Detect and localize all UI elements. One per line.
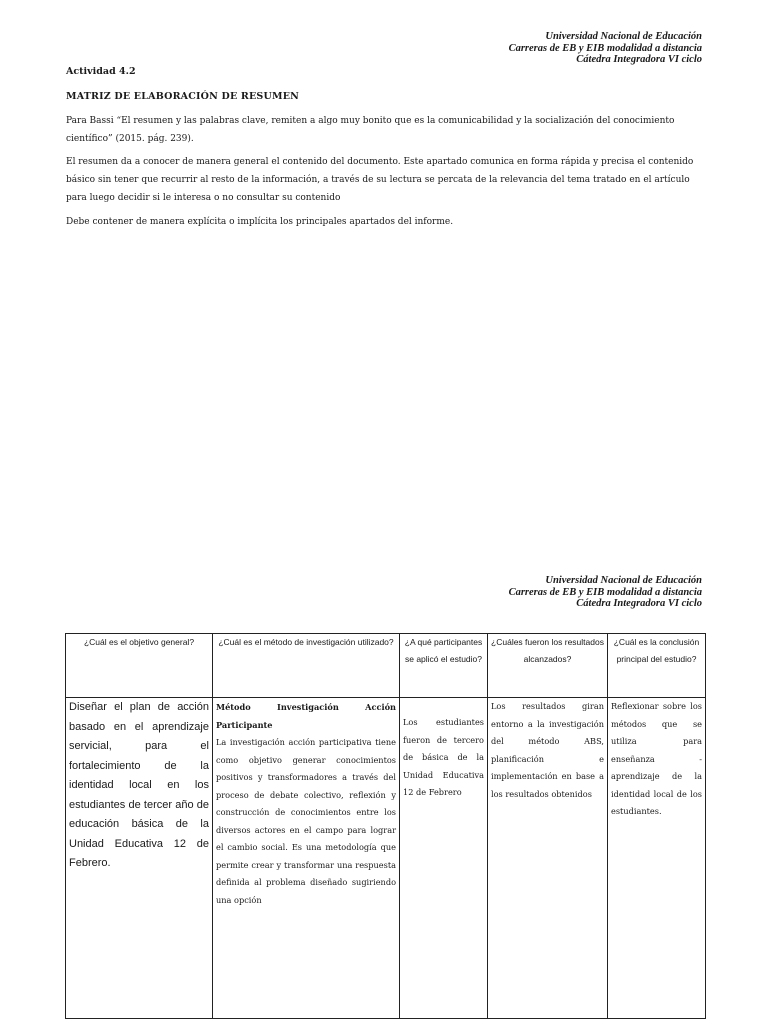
page-title: MATRIZ DE ELABORACIÓN DE RESUMEN [66, 91, 300, 102]
header-course: Cátedra Integradora VI ciclo [576, 598, 702, 609]
activity-label: Actividad 4.2 [66, 66, 136, 77]
table-row [66, 698, 706, 1019]
header-program: Carreras de EB y EIB modalidad a distancia [508, 586, 702, 598]
question-method: ¿Cuál es el método de investigación utilizado? [213, 634, 400, 698]
institution-header [509, 31, 702, 66]
answer-participants: Los estudiantes fueron de tercero de básica de la Unidad Educativa 12 de Febrero [400, 698, 488, 1019]
summary-matrix-table [65, 633, 706, 1019]
paragraph-summary-definition: El resumen da a conocer de manera general el contenido del documento. Este apartado comunica en forma rápida y precisa el contenido básico sin tener que recurrir al resto de la información, a través de su lectura se percata de la relevancia del tema tratado en el artículo para luego decidir si le interesa o no consultar su contenido [66, 157, 694, 203]
answer-results: Los resultados giran entorno a la investigación del método ABS, planificación e implementación en base a los resultados obtenidos [488, 698, 608, 1019]
institution-header-page2 [509, 575, 702, 610]
paragraph-contents: Debe contener de manera explícita o implícita los principales apartados del informe. [66, 217, 454, 227]
header-course: Cátedra Integradora VI ciclo [576, 54, 702, 65]
method-title: Método Investigación Acción Participante [216, 702, 396, 730]
header-program: Carreras de EB y EIB modalidad a distancia [508, 42, 702, 54]
answer-objective: Diseñar el plan de acción basado en el aprendizaje servicial, para el fortalecimiento de la identidad local en los estudiantes de tercer año de educación básica de la Unidad Educativa 12 de Febrero. [66, 698, 213, 1019]
answer-conclusion: Reflexionar sobre los métodos que se utiliza para enseñanza - aprendizaje de la identidad local de los estudiantes. [608, 698, 706, 1019]
question-conclusion: ¿Cuál es la conclusión principal del estudio? [608, 634, 706, 698]
header-university: Universidad Nacional de Educación [545, 575, 702, 586]
question-participants: ¿A qué participantes se aplicó el estudio? [400, 634, 488, 698]
question-results: ¿Cuáles fueron los resultados alcanzados? [488, 634, 608, 698]
question-objective: ¿Cuál es el objetivo general? [66, 634, 213, 698]
answer-method [213, 698, 400, 1019]
header-university: Universidad Nacional de Educación [545, 31, 702, 42]
method-description: La investigación acción participativa tiene como objetivo generar conocimientos positivos y transformadores a través del proceso de debate colectivo, reflexión y construcción de conocimientos entre los diversos actores en el campo para lograr el cambio social. Es una metodología que permite crear y transformar una respuesta definida al problema diseñado sugiriendo una opción [216, 737, 396, 905]
paragraph-quote: Para Bassi “El resumen y las palabras clave, remiten a algo muy bonito que es la comunicabilidad y la socialización del conocimiento científico” (2015. pág. 239). [66, 116, 675, 144]
table-header-row [66, 634, 706, 698]
